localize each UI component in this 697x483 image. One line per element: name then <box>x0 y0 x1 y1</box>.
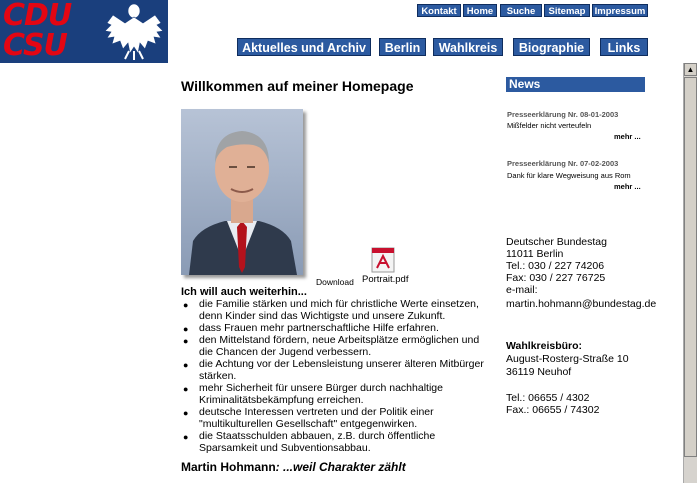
contact-berlin-line: Fax: 030 / 227 76725 <box>506 272 606 284</box>
bullet-icon: ● <box>183 432 189 442</box>
vertical-scrollbar[interactable] <box>683 63 697 483</box>
bullet-icon: ● <box>183 408 189 418</box>
top-nav-impressum[interactable]: Impressum <box>592 4 648 17</box>
list-item-text: die Familie stärken und mich für christliche Werte einsetzen, denn Kinder sind das Wichtigste und unsere Zukunft. <box>199 298 479 322</box>
list-item-text: dass Frauen mehr partnerschaftliche Hilfe erfahren. <box>199 322 439 334</box>
logo-csu-text: CSU <box>3 28 67 63</box>
main-nav-berlin[interactable]: Berlin <box>379 38 426 56</box>
top-nav-home[interactable]: Home <box>463 4 497 17</box>
pdf-file-icon[interactable] <box>369 247 397 273</box>
main-nav-aktuelles[interactable]: Aktuelles und Archiv <box>237 38 371 56</box>
list-item <box>181 334 491 358</box>
news-heading: News <box>506 77 645 92</box>
list-item-text: den Mittelstand fördern, neue Arbeitsplätze ermöglichen und die Chancen der Jugend verbessern. <box>199 334 480 358</box>
list-item-text: mehr Sicherheit für unsere Bürger durch nachhaltige Kriminalitätsbekämpfung erreichen. <box>199 382 443 406</box>
wahlkreis-address-line: 36119 Neuhof <box>506 366 572 378</box>
list-item <box>181 430 491 454</box>
contact-berlin-line: Tel.: 030 / 227 74206 <box>506 260 605 272</box>
page-title: Willkommen auf meiner Homepage <box>181 78 414 94</box>
list-item <box>181 382 491 406</box>
contact-email-label: e-mail: <box>506 284 538 296</box>
bullet-icon: ● <box>183 360 189 370</box>
wahlkreis-title: Wahlkreisbüro: <box>506 340 583 352</box>
contact-berlin-line: Deutscher Bundestag <box>506 236 607 248</box>
motto-name: Martin Hohmann <box>181 460 276 474</box>
goals-list <box>181 298 491 454</box>
intro-heading: Ich will auch weiterhin... <box>181 286 307 298</box>
wahlkreis-phone-line: Fax.: 06655 / 74302 <box>506 404 600 416</box>
main-nav-wahlkreis[interactable]: Wahlkreis <box>433 38 503 56</box>
list-item-text: deutsche Interessen vertreten und der Politik einer "multikulturellen Gesellschaft" entgegenwirken. <box>199 406 434 430</box>
top-nav-sitemap[interactable]: Sitemap <box>544 4 590 17</box>
news-item-title[interactable]: Presseerklärung Nr. 08-01-2003 <box>507 110 619 119</box>
bullet-icon: ● <box>183 324 189 334</box>
top-nav-suche[interactable]: Suche <box>500 4 542 17</box>
main-nav-biographie[interactable]: Biographie <box>513 38 590 56</box>
top-nav-kontakt[interactable]: Kontakt <box>417 4 461 17</box>
wahlkreis-phone-line: Tel.: 06655 / 4302 <box>506 392 590 404</box>
scroll-thumb[interactable] <box>684 77 697 457</box>
list-item <box>181 358 491 382</box>
contact-email-link[interactable]: martin.hohmann@bundestag.de <box>506 298 657 310</box>
cdu-csu-logo[interactable] <box>0 0 168 63</box>
motto-tagline: : ...weil Charakter zählt <box>275 460 406 474</box>
list-item <box>181 322 491 334</box>
download-label: Download <box>316 277 354 287</box>
news-item-title[interactable]: Presseerklärung Nr. 07-02-2003 <box>507 159 619 168</box>
main-nav-links[interactable]: Links <box>600 38 648 56</box>
news-item-text: Dank für klare Wegweisung aus Rom <box>507 171 631 180</box>
news-item-text: Mißfelder nicht verteufeln <box>507 121 592 130</box>
news-more-link[interactable]: mehr ... <box>614 132 641 141</box>
list-item-text: die Staatsschulden abbauen, z.B. durch öffentliche Sparsamkeit und Subventionsabbau. <box>199 430 436 454</box>
list-item-text: die Achtung vor der Lebensleistung unserer älteren Mitbürger stärken. <box>199 358 484 382</box>
news-more-link[interactable]: mehr ... <box>614 182 641 191</box>
contact-berlin-line: 11011 Berlin <box>506 248 564 260</box>
bullet-icon: ● <box>183 336 189 346</box>
portrait-photo <box>181 109 303 275</box>
bullet-icon: ● <box>183 384 189 394</box>
bullet-icon: ● <box>183 300 189 310</box>
scroll-up-arrow-icon[interactable]: ▲ <box>684 63 697 76</box>
portrait-image <box>181 109 303 275</box>
federal-eagle-icon <box>103 1 165 61</box>
logo-cdu-text: CDU <box>3 0 72 33</box>
motto <box>181 460 406 474</box>
portrait-pdf-link[interactable]: Portrait.pdf <box>362 274 409 285</box>
wahlkreis-address-line: August-Rosterg-Straße 10 <box>506 353 629 365</box>
list-item <box>181 298 491 322</box>
list-item <box>181 406 491 430</box>
